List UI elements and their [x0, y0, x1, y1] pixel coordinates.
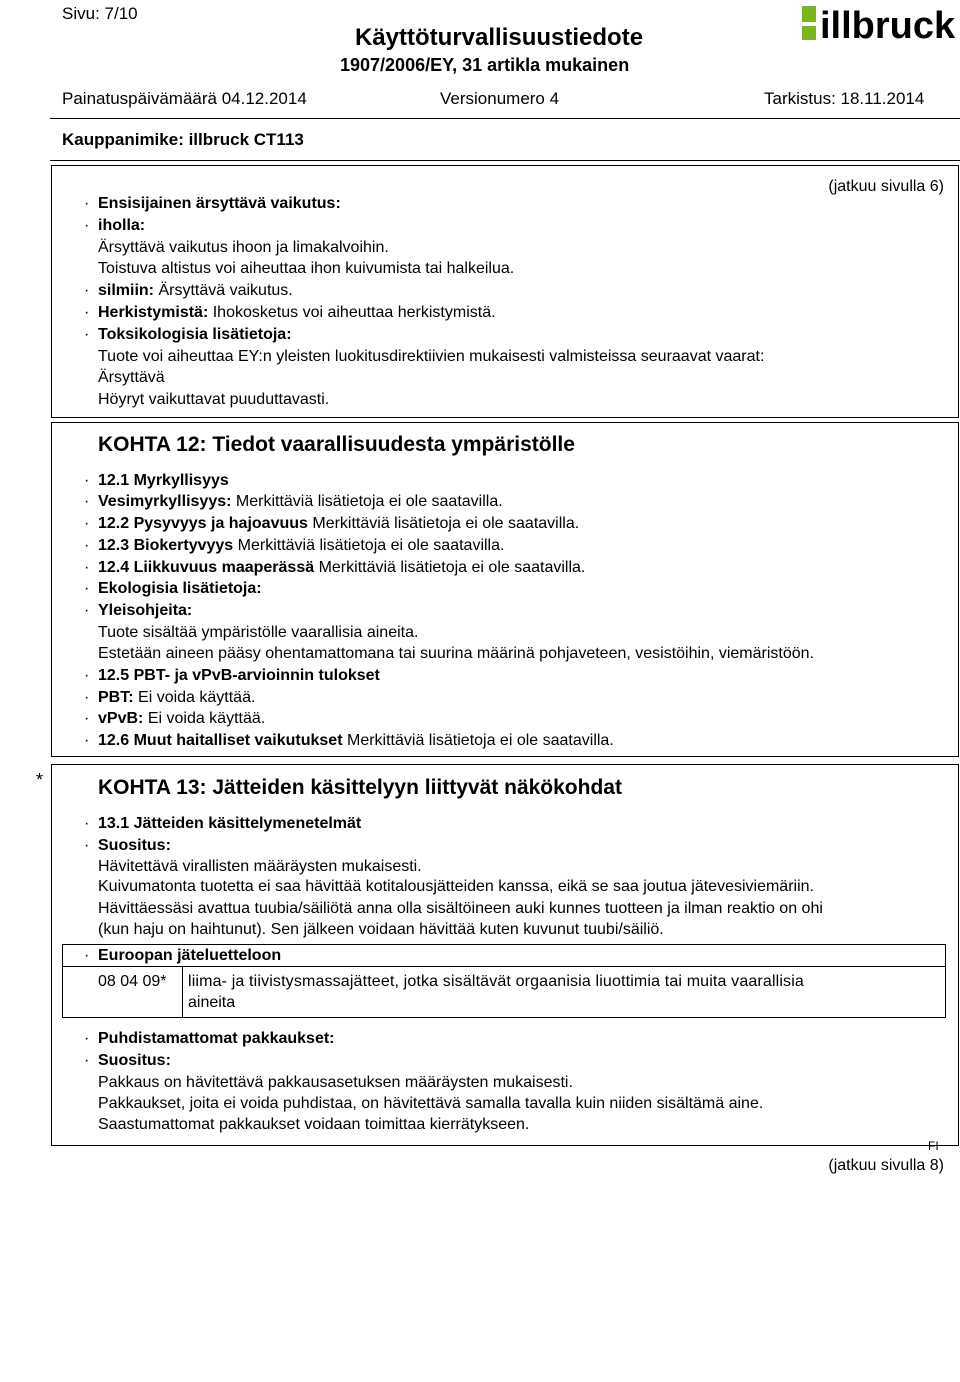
s12-3-line: [98, 535, 504, 557]
bullet: ·: [84, 515, 90, 532]
packaging-text-1: Pakkaus on hävitettävä pakkausasetuksen määräysten mukaisesti.: [98, 1074, 573, 1091]
header-divider: [50, 118, 960, 119]
document-title: Käyttöturvallisuustiedote: [355, 24, 644, 51]
waste-code: 08 04 09*: [98, 973, 167, 990]
header-divider-2: [50, 160, 960, 161]
skin-text-2: Toistuva altistus voi aiheuttaa ihon kuivumista tai halkeilua.: [98, 260, 515, 277]
aquatic-toxicity-line: [98, 491, 503, 513]
s12-5-heading: 12.5 PBT- ja vPvB-arvioinnin tulokset: [98, 667, 380, 684]
print-date: Painatuspäivämäärä 04.12.2014: [62, 89, 307, 108]
bullet: ·: [84, 732, 90, 749]
s12-4-label: 12.4 Liikkuvuus maaperässä: [98, 559, 315, 576]
s12-2-line: [98, 513, 579, 535]
general-notes-text-2: Estetään aineen pääsy ohentamattomana tai suurina määrinä pohjaveteen, vesistöihin, viemäristöön.: [98, 645, 814, 662]
bullet: ·: [84, 195, 90, 212]
language-code: FI: [928, 1139, 939, 1153]
bullet: ·: [84, 304, 90, 321]
pbt-text: Ei voida käyttää.: [138, 689, 256, 706]
recommendation-label: Suositus:: [98, 837, 171, 854]
vpvb-text: Ei voida käyttää.: [147, 710, 266, 727]
additional-tox-text-1: Tuote voi aiheuttaa EY:n yleisten luokitusdirektiivien mukaisesti valmisteissa seuraavat vaarat:: [98, 348, 765, 365]
vpvb-line: [98, 708, 265, 730]
logo-text: illbruck: [820, 5, 956, 42]
bullet: ·: [84, 580, 90, 597]
recommendation-text-2: Kuivumatonta tuotetta ei saa hävittää kotitalousjätteiden kanssa, eikä se saa joutua jätevesiviemäriin.: [98, 878, 814, 895]
additional-tox-text-3: Höyryt vaikuttavat puuduttavasti.: [98, 391, 330, 408]
bullet: ·: [84, 493, 90, 510]
s12-3-label: 12.3 Biokertyvyys: [98, 537, 234, 554]
general-notes-text-1: Tuote sisältää ympäristölle vaarallisia aineita.: [98, 624, 419, 641]
uncleaned-packaging-label: Puhdistamattomat pakkaukset:: [98, 1030, 335, 1047]
s12-2-label: 12.2 Pysyvyys ja hajoavuus: [98, 515, 308, 532]
revision-date: Tarkistus: 18.11.2014: [764, 89, 925, 108]
s12-6-label: 12.6 Muut haitalliset vaikutukset: [98, 732, 343, 749]
eyes-text: Ärsyttävä vaikutus.: [158, 282, 293, 299]
vpvb-label: vPvB:: [98, 710, 144, 727]
sensitization-line: [98, 302, 496, 324]
bullet: ·: [84, 602, 90, 619]
waste-description-1: liima- ja tiivistysmassajätteet, jotka sisältävät orgaanisia liuottimia tai muita vaarallisia: [188, 973, 804, 990]
skin-text-1: Ärsyttävä vaikutus ihoon ja limakalvoihin.: [98, 239, 389, 256]
bullet: ·: [84, 1052, 90, 1069]
bullet: ·: [84, 815, 90, 832]
continued-from: (jatkuu sivulla 6): [828, 178, 944, 195]
eyes-label: silmiin:: [98, 282, 155, 299]
illbruck-logo: [800, 4, 960, 42]
bullet: ·: [84, 1030, 90, 1047]
s13-1-heading: 13.1 Jätteiden käsittelymenetelmät: [98, 815, 362, 832]
s12-4-line: [98, 557, 585, 579]
aquatic-toxicity-label: Vesimyrkyllisyys:: [98, 493, 232, 510]
bullet: ·: [84, 689, 90, 706]
continued-to: (jatkuu sivulla 8): [828, 1157, 944, 1174]
additional-tox-text-2: Ärsyttävä: [98, 369, 165, 386]
bullet: ·: [84, 326, 90, 343]
page-number: Sivu: 7/10: [62, 4, 138, 23]
eyes-line: [98, 280, 293, 302]
waste-list-label: Euroopan jäteluetteloon: [98, 947, 282, 964]
pbt-line: [98, 687, 255, 709]
general-notes-label: Yleisohjeita:: [98, 602, 193, 619]
bullet: ·: [84, 217, 90, 234]
aquatic-toxicity-text: Merkittäviä lisätietoja ei ole saatavilla.: [235, 493, 503, 510]
bullet: ·: [84, 710, 90, 727]
section-12-title: KOHTA 12: Tiedot vaarallisuudesta ympäristölle: [98, 433, 575, 456]
bullet: ·: [84, 667, 90, 684]
skin-label: iholla:: [98, 217, 146, 234]
section-13-title: KOHTA 13: Jätteiden käsittelyyn liittyvät näkökohdat: [98, 776, 622, 799]
table-divider: [182, 966, 183, 1017]
pbt-label: PBT:: [98, 689, 134, 706]
additional-tox-label: Toksikologisia lisätietoja:: [98, 326, 292, 343]
sensitization-label: Herkistymistä:: [98, 304, 209, 321]
trade-name: Kauppanimike: illbruck CT113: [62, 130, 304, 149]
bullet: ·: [84, 947, 90, 964]
packaging-text-3: Saastumattomat pakkaukset voidaan toimittaa kierrätykseen.: [98, 1116, 530, 1133]
recommendation-text-3: Hävittäessäsi avattua tuubia/säiliötä anna olla sisältöineen auki kunnes tuotteen ja ilman reaktio on ohi: [98, 900, 823, 917]
recommendation-2-label: Suositus:: [98, 1052, 171, 1069]
bullet: ·: [84, 472, 90, 489]
document-subtitle: 1907/2006/EY, 31 artikla mukainen: [340, 55, 630, 75]
s12-6-line: [98, 730, 614, 752]
bullet: ·: [84, 559, 90, 576]
s12-3-text: Merkittäviä lisätietoja ei ole saatavilla.: [237, 537, 505, 554]
bullet: ·: [84, 537, 90, 554]
s12-1-heading: 12.1 Myrkyllisyys: [98, 472, 229, 489]
bullet: ·: [84, 282, 90, 299]
recommendation-text-4: (kun haju on haihtunut). Sen jälkeen voidaan hävittää kuten kuvunut tuubi/säiliö.: [98, 921, 664, 938]
recommendation-text-1: Hävitettävä virallisten määräysten mukaisesti.: [98, 858, 422, 875]
packaging-text-2: Pakkaukset, joita ei voida puhdistaa, on hävitettävä samalla tavalla kuin niiden sisältämä aine.: [98, 1095, 764, 1112]
s12-6-text: Merkittäviä lisätietoja ei ole saatavilla.: [346, 732, 614, 749]
version-number: Versionumero 4: [440, 89, 560, 108]
bullet: ·: [84, 837, 90, 854]
s12-4-text: Merkittäviä lisätietoja ei ole saatavilla.: [318, 559, 586, 576]
waste-description-2: aineita: [188, 994, 236, 1011]
s12-2-text: Merkittäviä lisätietoja ei ole saatavilla.: [312, 515, 580, 532]
change-marker: *: [36, 770, 44, 790]
sensitization-text: Ihokosketus voi aiheuttaa herkistymistä.: [212, 304, 496, 321]
eco-info-label: Ekologisia lisätietoja:: [98, 580, 262, 597]
primary-irritation-label: Ensisijainen ärsyttävä vaikutus:: [98, 195, 341, 212]
